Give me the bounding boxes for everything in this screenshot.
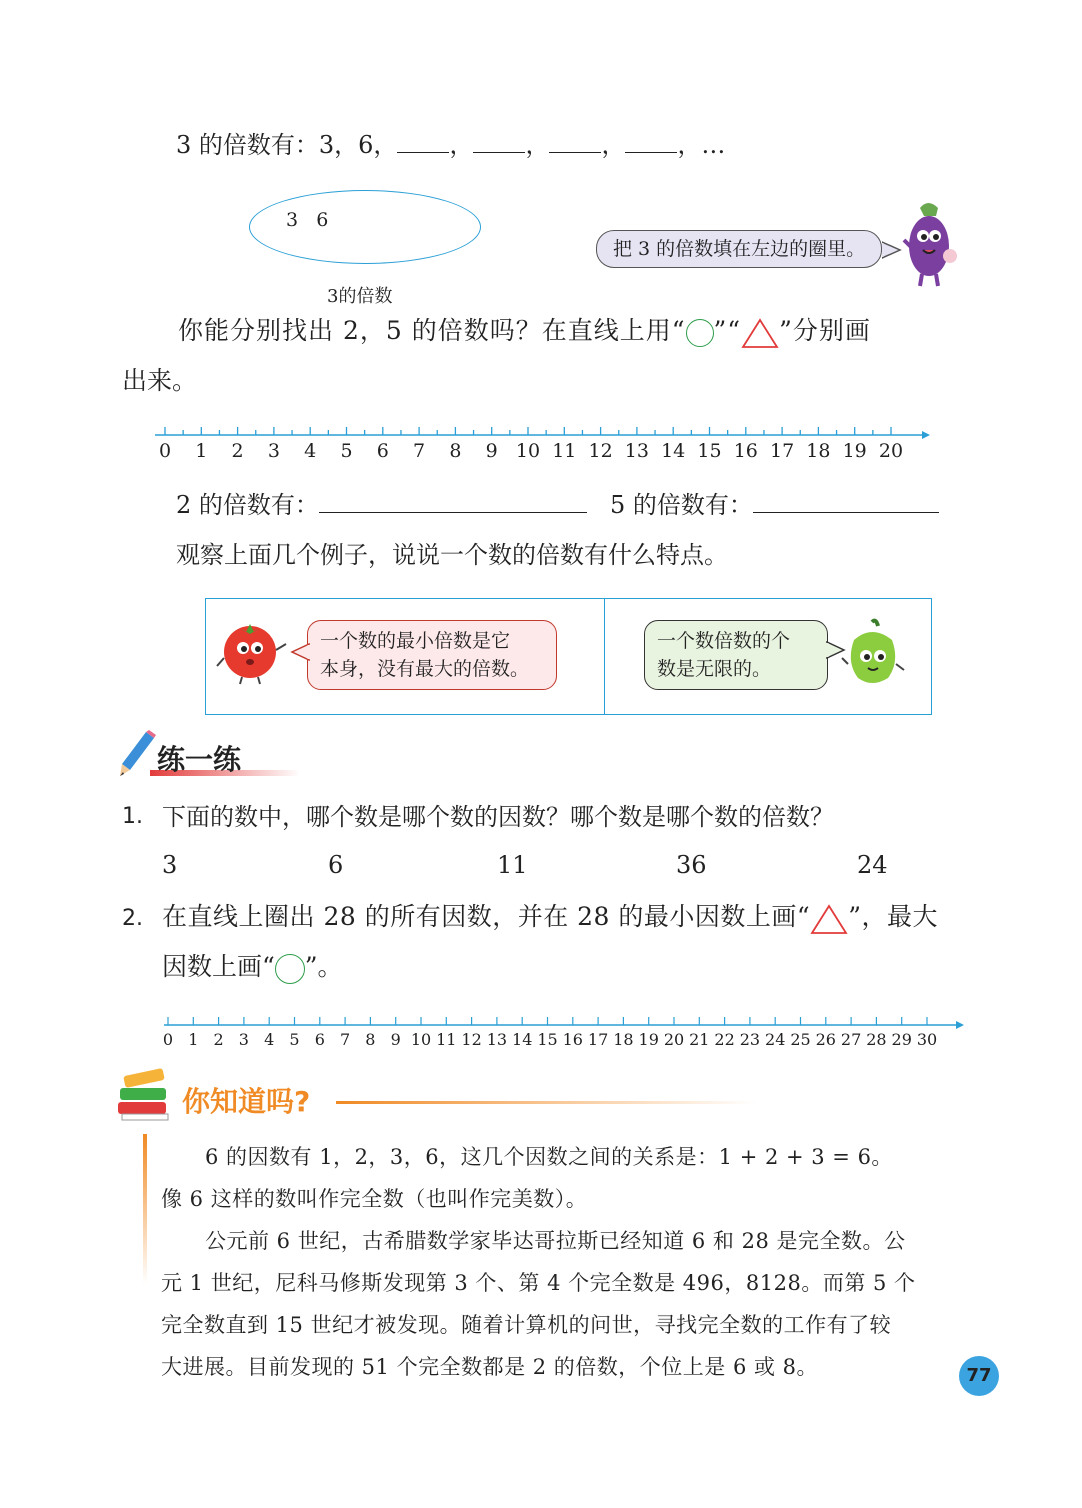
number-line-2-label: 14 [512, 1030, 533, 1049]
number-line-2-label: 15 [537, 1030, 558, 1049]
answer-blank[interactable] [549, 130, 601, 153]
number-line-1-label: 9 [485, 440, 498, 462]
para2-line3: 完全数直到 15 世纪才被发现。随着计算机的问世，寻找完全数的工作有了较 [161, 1313, 892, 1337]
number-line-1-label: 18 [806, 440, 831, 462]
did-you-know-side-bar [143, 1134, 147, 1284]
circle-symbol [686, 319, 714, 347]
number-line-2-label: 2 [213, 1030, 224, 1049]
oval-numbers: 3 6 [286, 209, 329, 231]
number-line-1-label: 3 [267, 440, 280, 462]
divider [604, 599, 605, 714]
number-line-2-label: 0 [162, 1030, 174, 1049]
oval-label: 3的倍数 [327, 286, 393, 307]
number-line-2-label: 4 [264, 1030, 275, 1049]
q1-number: 1. [122, 804, 143, 829]
number-line-2-label: 27 [840, 1030, 862, 1049]
pepper-mascot-icon [840, 618, 906, 690]
books-icon [116, 1068, 178, 1126]
answer-blank[interactable] [753, 490, 939, 513]
number-line-1-label: 8 [449, 440, 462, 462]
number-line-1-label: 19 [842, 440, 867, 462]
hint-bubble: 把 3 的倍数填在左边的圈里。 [596, 230, 882, 268]
fill-multiples-2: 2 的倍数有： [176, 490, 587, 520]
q1-num-2: 11 [497, 851, 528, 879]
para1-line1: 6 的因数有 1，2，3，6，这几个因数之间的关系是：1 + 2 + 3 = 6。 [205, 1145, 893, 1169]
number-line-2-label: 6 [314, 1030, 325, 1049]
question-2-5-cont: 出来。 [122, 366, 198, 395]
number-line-1-label: 16 [733, 440, 758, 462]
number-line-1-label: 11 [552, 440, 577, 462]
observe-prompt: 观察上面几个例子，说说一个数的倍数有什么特点。 [176, 541, 728, 569]
para1-line2: 像 6 这样的数叫作完全数（也叫作完美数）。 [161, 1187, 588, 1211]
number-line-2-label: 1 [188, 1030, 199, 1049]
answer-blank[interactable] [625, 130, 677, 153]
number-line-2-label: 8 [365, 1030, 376, 1049]
number-line-2-label: 26 [815, 1030, 836, 1049]
triangle-symbol [810, 903, 848, 935]
para2-line4: 大进展。目前发现的 51 个完全数都是 2 的倍数，个位上是 6 或 8。 [161, 1355, 819, 1379]
number-line-2-labels [0, 1030, 1082, 1052]
number-line-2-label: 20 [663, 1030, 685, 1049]
number-line-2-label: 28 [866, 1030, 887, 1049]
q1-num-3: 36 [676, 851, 707, 879]
multiples3-line: 3 的倍数有：3，6， ， ， ， ，… [176, 131, 726, 159]
did-you-know-title: 你知道吗? [182, 1085, 311, 1118]
number-line-2-label: 7 [340, 1030, 351, 1049]
bubble-tail-left [290, 642, 310, 662]
number-line-2-label: 21 [689, 1030, 710, 1049]
q1-text: 下面的数中，哪个数是哪个数的因数？哪个数是哪个数的倍数？ [162, 803, 834, 831]
number-line-1-label: 2 [231, 440, 244, 462]
number-line-1-label: 20 [878, 440, 904, 462]
triangle-symbol [741, 317, 779, 349]
number-line-2-label: 18 [613, 1030, 634, 1049]
q2-number: 2. [122, 906, 143, 931]
number-line-2-label: 19 [638, 1030, 659, 1049]
number-line-2-label: 9 [390, 1030, 401, 1049]
q1-num-1: 6 [328, 851, 344, 879]
circle-symbol [275, 954, 305, 984]
number-line-2-label: 5 [289, 1030, 300, 1049]
multiples3-set-oval[interactable] [249, 190, 481, 264]
number-line-2-label: 24 [765, 1030, 786, 1049]
para2-line1: 公元前 6 世纪，古希腊数学家毕达哥拉斯已经知道 6 和 28 是完全数。公 [205, 1229, 906, 1253]
para2-line2: 元 1 世纪，尼科马修斯发现第 3 个、第 4 个完全数是 496，8128。而第 5 个 [161, 1271, 916, 1295]
number-line-1-label: 10 [515, 440, 541, 462]
number-line-2-label: 11 [436, 1030, 457, 1049]
answer-blank[interactable] [319, 490, 587, 513]
number-line-1-label: 0 [158, 440, 172, 462]
number-line-2-label: 22 [714, 1030, 735, 1049]
number-line-1-label: 6 [376, 440, 389, 462]
number-line-2-label: 17 [587, 1030, 609, 1049]
number-line-2-label: 29 [891, 1030, 912, 1049]
number-line-2-label: 3 [238, 1030, 249, 1049]
number-line-1-label: 13 [624, 440, 649, 462]
practice-title: 练一练 [157, 743, 242, 776]
number-line-2-label: 23 [739, 1030, 761, 1049]
number-line-1-label: 12 [588, 440, 613, 462]
number-line-1-label: 7 [413, 440, 426, 462]
number-line-2-label: 25 [790, 1030, 811, 1049]
did-you-know-rule [336, 1101, 756, 1104]
did-you-know-body [161, 1136, 966, 1388]
page-number: 77 [959, 1356, 999, 1396]
number-line-1-labels [0, 440, 1082, 464]
tomato-mascot-icon [214, 616, 294, 686]
number-line-1-label: 5 [340, 440, 353, 462]
number-line-2-label: 10 [410, 1030, 432, 1049]
number-line-1-label: 17 [770, 440, 795, 462]
number-line-1-label: 1 [195, 440, 208, 462]
eggplant-mascot-icon [898, 198, 962, 288]
observation-bubble-right: 一个数倍数的个 数是无限的。 [644, 620, 828, 690]
number-line-1-label: 4 [304, 440, 317, 462]
question-2-5: 你能分别找出 2，5 的倍数吗？在直线上用“ ”“ ”分别画 [178, 316, 871, 349]
q1-num-0: 3 [162, 851, 178, 879]
answer-blank[interactable] [397, 130, 449, 153]
number-line-2-label: 13 [486, 1030, 508, 1049]
q2-text: 在直线上圈出 28 的所有因数，并在 28 的最小因数上画“ ”，最大 [162, 902, 938, 935]
answer-blank[interactable] [473, 130, 525, 153]
number-line-2-label: 16 [562, 1030, 583, 1049]
q1-num-4: 24 [857, 851, 888, 879]
number-line-2-label: 30 [916, 1030, 938, 1049]
number-line-1-label: 14 [661, 440, 686, 462]
number-line-1-label: 15 [697, 440, 722, 462]
observation-bubble-left: 一个数的最小倍数是它 本身，没有最大的倍数。 [307, 620, 557, 690]
fill-multiples-5: 5 的倍数有： [610, 490, 939, 520]
number-line-2-label: 12 [461, 1030, 482, 1049]
q2-text-cont: 因数上画“ ”。 [162, 952, 343, 984]
